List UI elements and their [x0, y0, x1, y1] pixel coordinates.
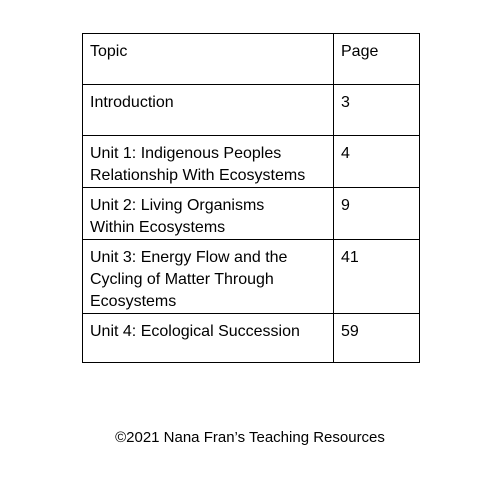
- topic-cell: Unit 4: Ecological Succession: [83, 314, 334, 363]
- page-cell: 41: [334, 240, 420, 314]
- table-row: [83, 240, 420, 314]
- page-cell: 3: [334, 85, 420, 136]
- table-row: [83, 314, 420, 363]
- table-row: [83, 85, 420, 136]
- table-header-row: [83, 34, 420, 85]
- topic-cell: Introduction: [83, 85, 334, 136]
- page-cell: 4: [334, 136, 420, 188]
- table-row: [83, 136, 420, 188]
- topic-cell: Unit 3: Energy Flow and the Cycling of Matter Through Ecosystems: [83, 240, 334, 314]
- page-cell: 9: [334, 188, 420, 240]
- header-page: Page: [334, 34, 420, 85]
- copyright-footer: ©2021 Nana Fran’s Teaching Resources: [115, 429, 385, 446]
- table-of-contents: [82, 33, 420, 363]
- page-cell: 59: [334, 314, 420, 363]
- header-topic: Topic: [83, 34, 334, 85]
- table-row: [83, 188, 420, 240]
- topic-cell: Unit 2: Living Organisms Within Ecosystems: [83, 188, 334, 240]
- topic-cell: Unit 1: Indigenous Peoples Relationship With Ecosystems: [83, 136, 334, 188]
